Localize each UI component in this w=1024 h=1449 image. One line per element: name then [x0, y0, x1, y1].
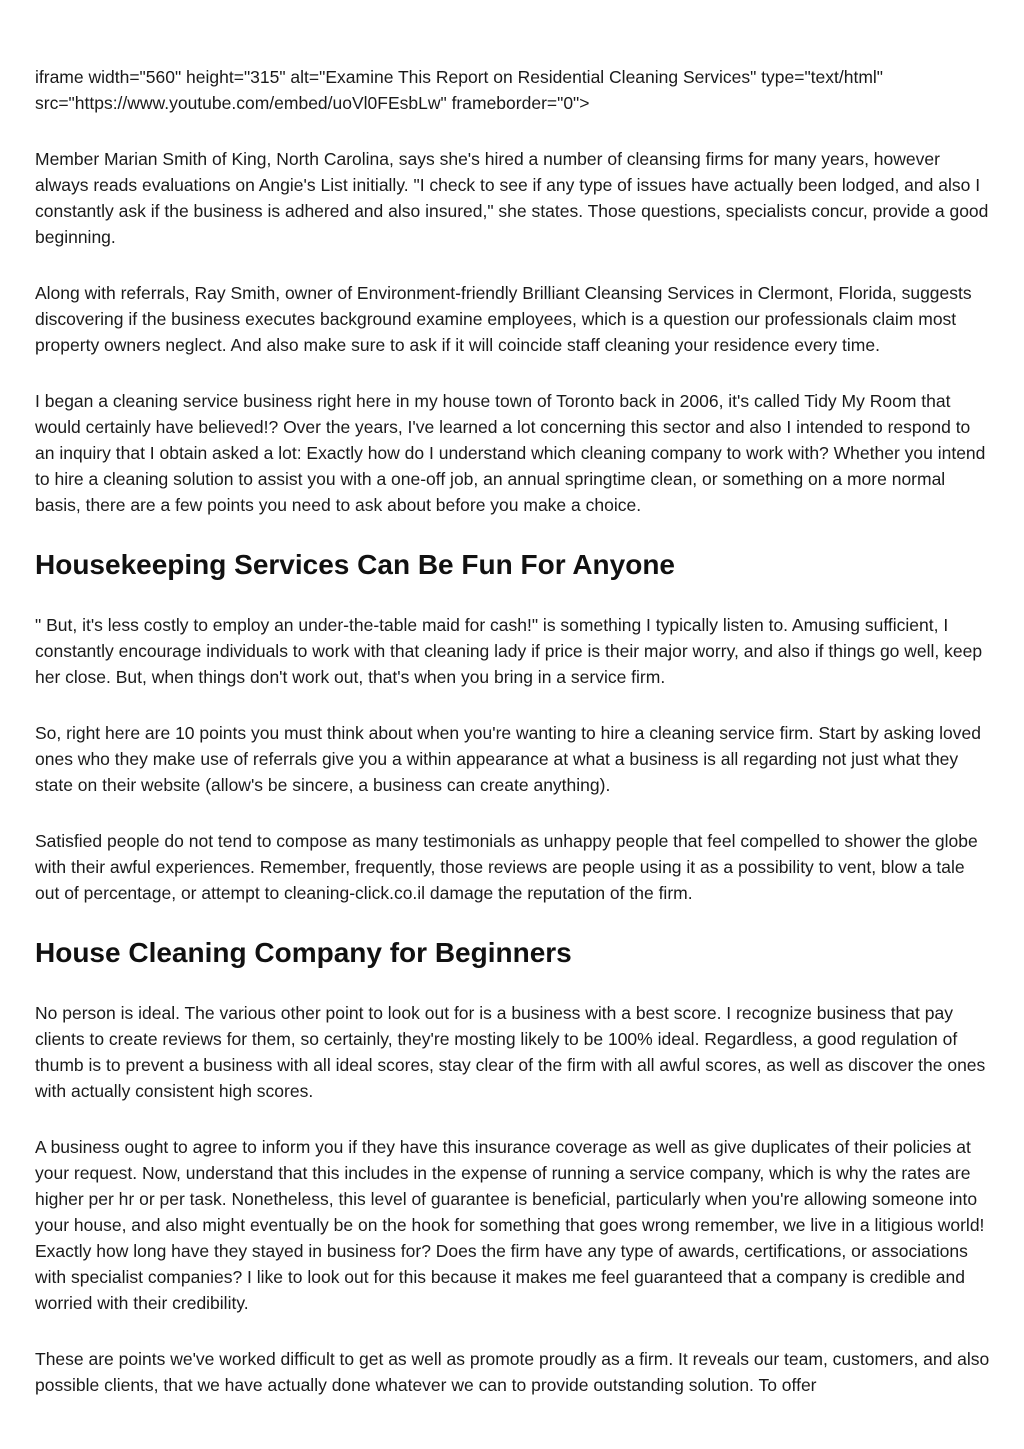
paragraph: So, right here are 10 points you must think about when you're wanting to hire a cleaning service firm. Start by asking loved ones who they make use of referrals give you a within appearance at what a business is all regarding not just what they state on their website (allow's be sincere, a business can create anything).	[35, 723, 981, 795]
section-heading: Housekeeping Services Can Be Fun For Anyone	[35, 549, 676, 580]
paragraph: Satisfied people do not tend to compose as many testimonials as unhappy people that feel compelled to shower the globe with their awful experiences. Remember, frequently, those reviews are people using it as a possibility to vent, blow a tale out of percentage, or attempt to cleaning-click.co.il damage the reputation of the firm.	[35, 831, 978, 903]
paragraph: I began a cleaning service business right here in my house town of Toronto back in 2006, it's called Tidy My Room that would certainly have believed!? Over the years, I've learned a lot concerning this sector and also I intended to respond to an inquiry that I obtain asked a lot: Exactly how do I understand which cleaning company to work with? Whether you intend to hire a cleaning solution to assist you with a one-off job, an annual springtime clean, or something on a more normal basis, there are a few points you need to ask about before you make a choice.	[35, 391, 986, 515]
paragraph: A business ought to agree to inform you if they have this insurance coverage as well as give duplicates of their policies at your request. Now, understand that this includes in the expense of running a service company, which is why the rates are higher per hr or per task. Nonetheless, this level of guarantee is beneficial, particularly when you're allowing someone into your house, and also might eventually be on the hook for something that goes wrong remember, we live in a litigious world! Exactly how long have they stayed in business for? Does the firm have any type of awards, certifications, or associations with specialist companies? I like to look out for this because it makes me feel guaranteed that a company is credible and worried with their credibility.	[35, 1137, 985, 1313]
paragraph: These are points we've worked difficult to get as well as promote proudly as a firm. It reveals our team, customers, and also possible clients, that we have actually done whatever we can to provide outstanding solution. To offer	[35, 1349, 990, 1395]
iframe-code-paragraph: iframe width="560" height="315" alt="Examine This Report on Residential Cleaning Services" type="text/html" src="https://www.youtube.com/embed/uoVl0FEsbLw" frameborder="0">	[35, 67, 884, 113]
paragraph: " But, it's less costly to employ an under-the-table maid for cash!" is something I typically listen to. Amusing sufficient, I constantly encourage individuals to work with that cleaning lady if price is their major worry, and also if things go well, keep her close. But, when things don't work out, that's when you bring in a service firm.	[35, 615, 983, 687]
paragraph: No person is ideal. The various other point to look out for is a business with a best score. I recognize business that pay clients to create reviews for them, so certainly, they're mosting likely to be 100% ideal. Regardless, a good regulation of thumb is to prevent a business with all ideal scores, stay clear of the firm with all awful scores, as well as discover the ones with actually consistent high scores.	[35, 1003, 986, 1101]
section-heading: House Cleaning Company for Beginners	[35, 937, 572, 968]
paragraph: Member Marian Smith of King, North Carolina, says she's hired a number of cleansing firms for many years, however always reads evaluations on Angie's List initially. "I check to see if any type of issues have actually been lodged, and also I constantly ask if the business is adhered and also insured," she states. Those questions, specialists concur, provide a good beginning.	[35, 149, 989, 247]
paragraph: Along with referrals, Ray Smith, owner of Environment-friendly Brilliant Cleansing Services in Clermont, Florida, suggests discovering if the business executes background examine employees, which is a question our professionals claim most property owners neglect. And also make sure to ask if it will coincide staff cleaning your residence every time.	[35, 283, 972, 355]
article-body	[35, 64, 993, 1428]
